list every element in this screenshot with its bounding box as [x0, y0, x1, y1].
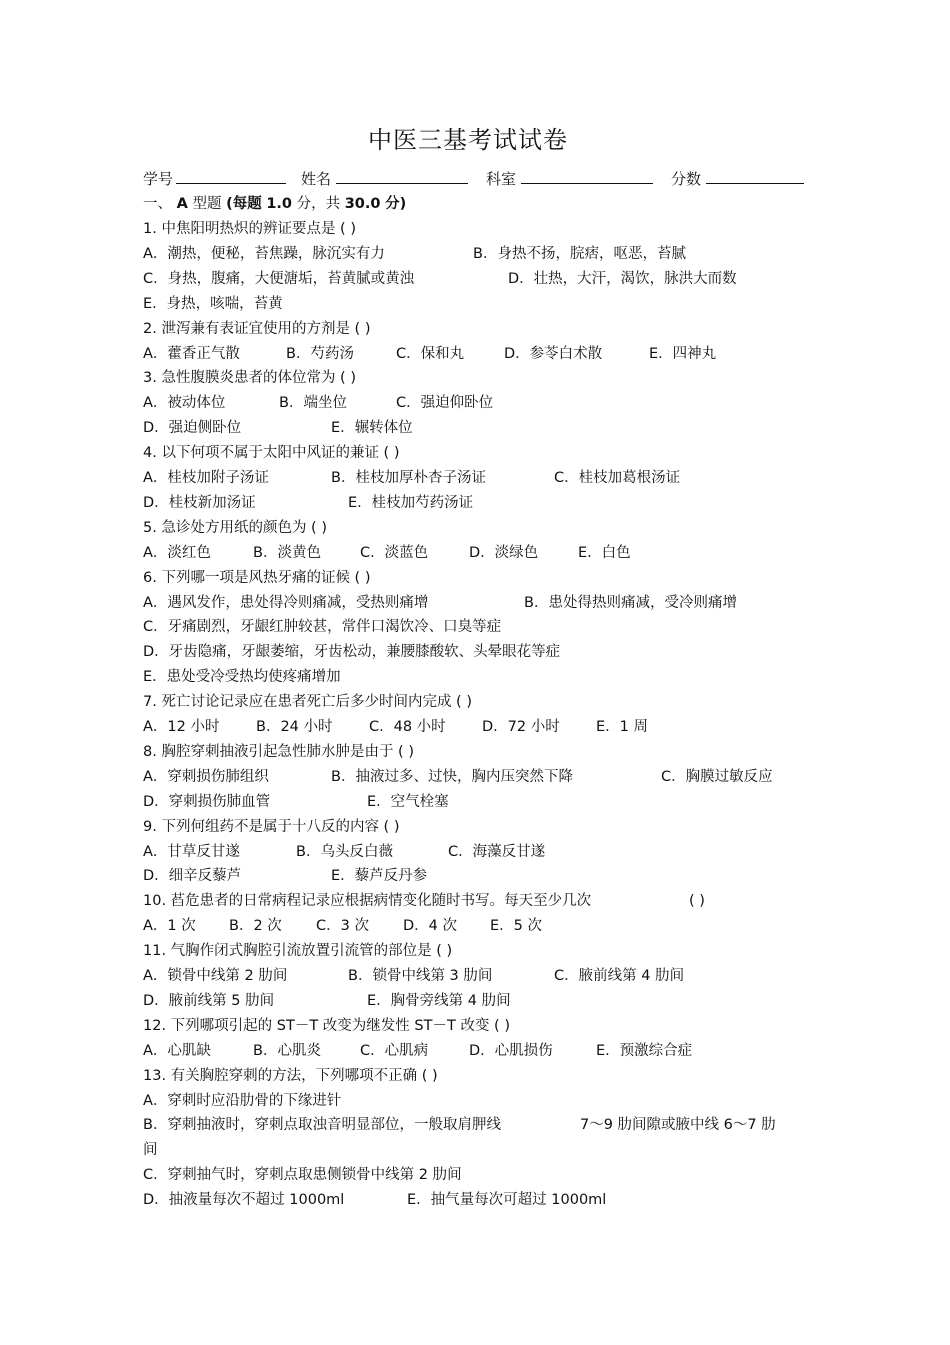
line-text: A．桂枝加附子汤证 [143, 470, 269, 486]
option-text: D．参苓白术散 [504, 346, 603, 362]
line-text: A．甘草反甘遂 [143, 844, 240, 860]
option-text: B．心肌炎 [253, 1043, 321, 1059]
line-text: 9. 下列何组药不是属于十八反的内容 ( ) [143, 819, 400, 835]
option-text: E．空气栓塞 [367, 794, 449, 810]
option-text: E．桂枝加芍药汤证 [348, 495, 474, 511]
line-text: C．身热，腹痛，大便溏垢，苔黄腻或黄浊 [143, 271, 415, 287]
section-type-rest: 型题 [192, 196, 222, 212]
line-text: D．强迫侧卧位 [143, 420, 242, 436]
option-text: B．端坐位 [279, 395, 347, 411]
section-type: A [176, 196, 188, 212]
line-text: D．桂枝新加汤证 [143, 495, 256, 511]
line-text: A．穿刺时应沿肋骨的下缘进针 [143, 1093, 342, 1109]
line-text: B．穿刺抽液时，穿刺点取浊音明显部位，一般取肩胛线 [143, 1117, 501, 1133]
section-detail-a: (每题 [226, 196, 262, 212]
option-text: C．强迫仰卧位 [396, 395, 494, 411]
option-text: E．四神丸 [649, 346, 717, 362]
option-text: B．2 次 [229, 918, 282, 934]
line-text: 13. 有关胸腔穿刺的方法，下列哪项不正确 ( ) [143, 1068, 438, 1084]
line-text: A．1 次 [143, 918, 196, 934]
option-text: 7～9 肋间隙或腋中线 6～7 肋 [580, 1117, 776, 1133]
option-text: C．心肌病 [360, 1043, 429, 1059]
section-heading [143, 193, 406, 215]
section-per-score: 1.0 [266, 196, 292, 212]
option-text: C．3 次 [316, 918, 369, 934]
option-text: E．辗转体位 [331, 420, 413, 436]
student-id-field[interactable] [176, 168, 286, 191]
line-text: 10. 萏危患者的日常病程记录应根据病情变化随时书写。每天至少几次 [143, 893, 592, 909]
option-text: E．1 周 [596, 719, 648, 735]
line-text: A．遇风发作，患处得冷则痛减，受热则痛增 [143, 595, 429, 611]
line-text: 1. 中焦阳明热炽的辨证要点是 ( ) [143, 221, 356, 237]
line-text: 11. 气胸作闭式胸腔引流放置引流管的部位是 ( ) [143, 943, 453, 959]
option-text: B．身热不扬，脘痞，呕恶，苔腻 [473, 246, 686, 262]
line-text: A．锁骨中线第 2 肋间 [143, 968, 288, 984]
page-title: 中医三基考试试卷 [368, 126, 568, 154]
line-text: D．穿刺损伤肺血管 [143, 794, 271, 810]
line-text: C．穿刺抽气时，穿刺点取患侧锁骨中线第 2 肋间 [143, 1167, 462, 1183]
line-text: C．牙痛剧烈，牙龈红肿较甚，常伴口渴饮冷、口臭等症 [143, 619, 502, 635]
section-prefix: 一、 [143, 196, 172, 212]
student-info-row [143, 168, 813, 190]
option-text: B．乌头反白薇 [296, 844, 393, 860]
option-text: D．淡绿色 [469, 545, 539, 561]
line-text: 3. 急性腹膜炎患者的体位常为 ( ) [143, 370, 356, 386]
line-text: A．淡红色 [143, 545, 211, 561]
option-text: B．芍药汤 [286, 346, 354, 362]
line-text: A．穿刺损伤肺组织 [143, 769, 269, 785]
option-text: E．5 次 [490, 918, 542, 934]
line-text: A．12 小时 [143, 719, 220, 735]
line-text: 间 [143, 1142, 158, 1158]
option-text: D．72 小时 [482, 719, 560, 735]
line-text: D．腋前线第 5 肋间 [143, 993, 275, 1009]
option-text: D．心肌损伤 [469, 1043, 553, 1059]
option-text: E．抽气量每次可超过 1000ml [407, 1192, 607, 1208]
option-text: C．保和丸 [396, 346, 465, 362]
option-text: B．淡黄色 [253, 545, 321, 561]
option-text: E．胸骨旁线第 4 肋间 [367, 993, 511, 1009]
option-text: ( ) [689, 893, 705, 909]
name-field[interactable] [336, 168, 468, 191]
line-text: 5. 急诊处方用纸的颜色为 ( ) [143, 520, 327, 536]
option-text: C．桂枝加葛根汤证 [554, 470, 681, 486]
line-text: D．抽液量每次不超过 1000ml [143, 1192, 345, 1208]
line-text: 12. 下列哪项引起的 ST－T 改变为继发性 ST－T 改变 ( ) [143, 1018, 510, 1034]
line-text: E．患处受冷受热均使疼痛增加 [143, 669, 341, 685]
line-text: D．细辛反藜芦 [143, 868, 242, 884]
score-label: 分数 [671, 170, 702, 188]
line-text: A．心肌缺 [143, 1043, 211, 1059]
student-id-label: 学号 [143, 170, 174, 188]
line-text: 6. 下列哪一项是风热牙痛的证候 ( ) [143, 570, 371, 586]
option-text: B．患处得热则痛减，受冷则痛增 [524, 595, 737, 611]
department-label: 科室 [486, 170, 517, 188]
section-detail-b: 分，共 [296, 196, 341, 212]
line-text: 8. 胸腔穿刺抽液引起急性肺水肿是由于 ( ) [143, 744, 414, 760]
option-text: E．藜芦反丹参 [331, 868, 428, 884]
option-text: C．腋前线第 4 肋间 [554, 968, 685, 984]
option-text: E．白色 [578, 545, 631, 561]
section-total-score: 30.0 [344, 196, 381, 212]
option-text: C．淡蓝色 [360, 545, 429, 561]
option-text: C．海藻反甘遂 [448, 844, 546, 860]
option-text: B．24 小时 [256, 719, 333, 735]
line-text: A．藿香正气散 [143, 346, 240, 362]
score-field[interactable] [706, 168, 804, 191]
option-text: C．48 小时 [369, 719, 446, 735]
line-text: E．身热，咳喘，苔黄 [143, 296, 283, 312]
option-text: E．预激综合症 [596, 1043, 693, 1059]
line-text: 4. 以下何项不属于太阳中风证的兼证 ( ) [143, 445, 400, 461]
option-text: D．壮热，大汗，渴饮，脉洪大而数 [508, 271, 737, 287]
line-text: A．潮热，便秘，苔焦躁，脉沉实有力 [143, 246, 385, 262]
option-text: B．桂枝加厚朴杏子汤证 [331, 470, 486, 486]
option-text: D．4 次 [403, 918, 457, 934]
name-label: 姓名 [301, 170, 332, 188]
line-text: D．牙齿隐痛，牙龈萎缩，牙齿松动，兼腰膝酸软、头晕眼花等症 [143, 644, 561, 660]
option-text: C．胸膜过敏反应 [661, 769, 773, 785]
line-text: A．被动体位 [143, 395, 226, 411]
line-text: 7. 死亡讨论记录应在患者死亡后多少时间内完成 ( ) [143, 694, 472, 710]
option-text: B．锁骨中线第 3 肋间 [348, 968, 493, 984]
line-text: 2. 泄泻兼有表证宜使用的方剂是 ( ) [143, 321, 371, 337]
department-field[interactable] [521, 168, 653, 191]
option-text: B．抽液过多、过快，胸内压突然下降 [331, 769, 573, 785]
section-detail-c: 分) [385, 196, 407, 212]
